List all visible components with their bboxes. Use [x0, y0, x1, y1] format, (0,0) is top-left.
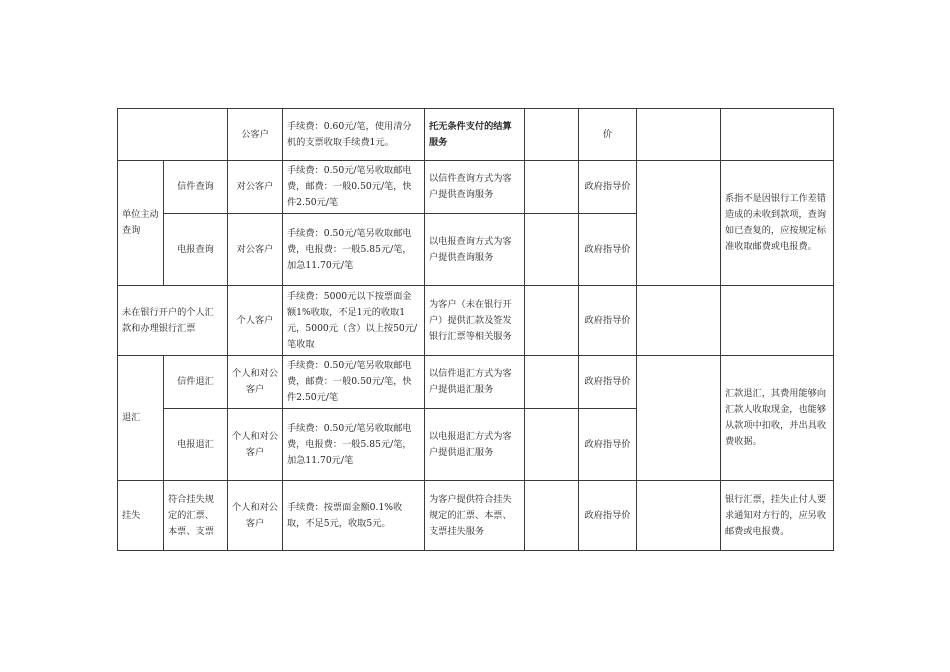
customer-cell: 对公客户: [228, 214, 283, 286]
empty-cell: [637, 356, 721, 481]
service-cell: 为客户（未在银行开户）提供汇款及签发银行汇票等相关服务: [425, 286, 525, 356]
service-cell: 为客户提供符合挂失规定的汇票、本票、支票挂失服务: [425, 481, 525, 551]
item-cell: 电报退汇: [164, 409, 228, 481]
empty-cell: [525, 356, 579, 409]
fee-cell: 手续费：0.50元/笔另收取邮电费，电报费：一般5.85元/笔，加急11.70元/笔: [283, 214, 425, 286]
category-cell: 挂失: [118, 481, 164, 551]
fee-cell: 手续费：0.50元/笔另收取邮电费，邮费：一般0.50元/笔，快件2.50元/笔: [283, 161, 425, 214]
customer-cell: 个人客户: [228, 286, 283, 356]
pricing-cell: 政府指导价: [579, 161, 637, 214]
empty-cell: [637, 161, 721, 286]
table-row: [118, 481, 834, 551]
customer-cell: 个人和对公客户: [228, 481, 283, 551]
category-cell: 单位主动查询: [118, 161, 164, 286]
service-cell: 以电报退汇方式为客户提供退汇服务: [425, 409, 525, 481]
table-row: [118, 286, 834, 356]
empty-cell: [525, 409, 579, 481]
pricing-cell: 价: [579, 109, 637, 161]
fee-cell: 手续费：0.50元/笔另收取邮电费，邮费：一般0.50元/笔，快件2.50元/笔: [283, 356, 425, 409]
service-cell: 以信件查询方式为客户提供查询服务: [425, 161, 525, 214]
item-cell: 符合挂失规定的汇票、本票、支票: [164, 481, 228, 551]
empty-cell: [525, 109, 579, 161]
fee-cell: 手续费：5000元以下按票面金额1%收取，不足1元的收取1元，5000元（含）以上按50元/笔收取: [283, 286, 425, 356]
empty-cell: [525, 481, 579, 551]
empty-cell: [525, 286, 579, 356]
service-cell: 托无条件支付的结算服务: [425, 109, 525, 161]
empty-cell: [525, 161, 579, 214]
category-cell: 未在银行开户的个人汇款和办理银行汇票: [118, 286, 228, 356]
fee-schedule-table: [117, 108, 834, 551]
category-cell: 退汇: [118, 356, 164, 481]
table-row: [118, 161, 834, 214]
fee-cell: 手续费：0.60元/笔，使用清分机的支票收取手续费1元。: [283, 109, 425, 161]
category-cell: [118, 109, 228, 161]
empty-cell: [637, 286, 721, 356]
note-cell: [721, 109, 834, 161]
pricing-cell: 政府指导价: [579, 214, 637, 286]
note-cell: [721, 286, 834, 356]
note-cell: 系指不是因银行工作差错造成的未收到款项，查询如已查复的，应按规定标准收取邮费或电报费。: [721, 161, 834, 286]
customer-cell: 个人和对公客户: [228, 356, 283, 409]
service-cell: 以电报查询方式为客户提供查询服务: [425, 214, 525, 286]
pricing-cell: 政府指导价: [579, 409, 637, 481]
pricing-cell: 政府指导价: [579, 356, 637, 409]
empty-cell: [637, 481, 721, 551]
item-cell: 电报查询: [164, 214, 228, 286]
service-cell: 以信件退汇方式为客户提供退汇服务: [425, 356, 525, 409]
item-cell: 信件查询: [164, 161, 228, 214]
pricing-cell: 政府指导价: [579, 481, 637, 551]
pricing-cell: 政府指导价: [579, 286, 637, 356]
note-cell: 汇款退汇，其费用能够向汇款人收取现金，也能够从款项中扣收，并出具收费收据。: [721, 356, 834, 481]
customer-cell: 公客户: [228, 109, 283, 161]
item-cell: 信件退汇: [164, 356, 228, 409]
fee-cell: 手续费：按票面金额0.1%收取，不足5元，收取5元。: [283, 481, 425, 551]
table-row: [118, 356, 834, 409]
fee-cell: 手续费：0.50元/笔另收取邮电费，电报费：一般5.85元/笔，加急11.70元/笔: [283, 409, 425, 481]
empty-cell: [637, 109, 721, 161]
empty-cell: [525, 214, 579, 286]
customer-cell: 个人和对公客户: [228, 409, 283, 481]
note-cell: 银行汇票，挂失止付人要求通知对方行的，应另收邮费或电报费。: [721, 481, 834, 551]
table-row: [118, 109, 834, 161]
customer-cell: 对公客户: [228, 161, 283, 214]
